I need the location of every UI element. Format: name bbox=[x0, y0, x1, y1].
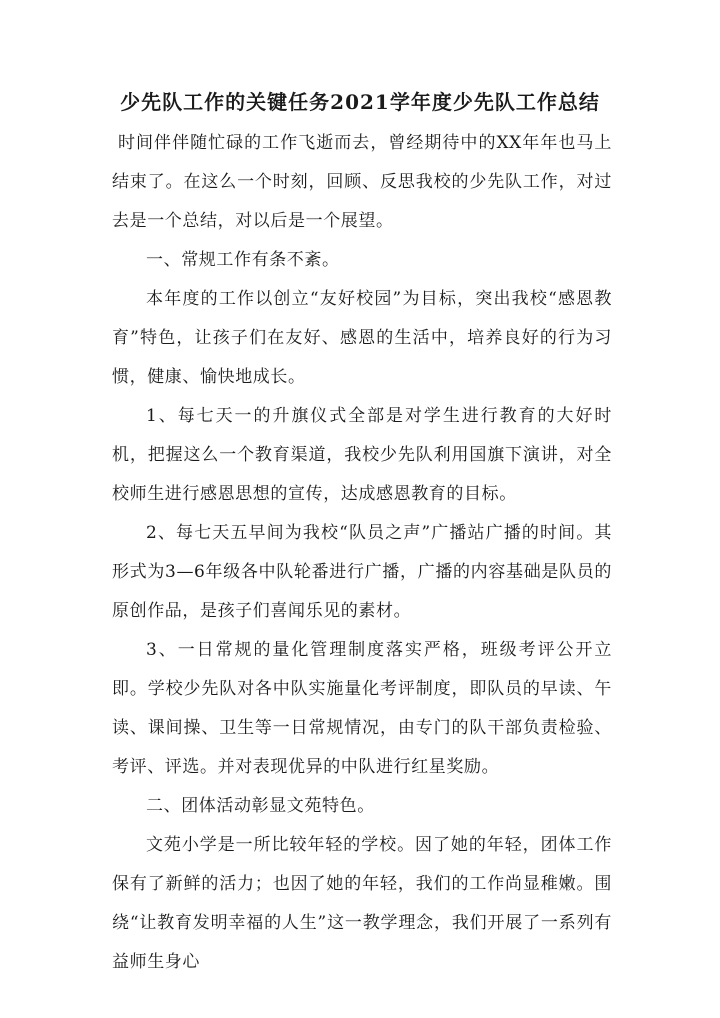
document-title: 少先队工作的关键任务2021学年度少先队工作总结 bbox=[120, 90, 600, 114]
paragraph-item-2: 2、每七天五早间为我校“队员之声”广播站广播的时间。其形式为3—6年级各中队轮番进行广播，广播的内容基础是队员的原创作品，是孩子们喜闻乐见的素材。 bbox=[112, 523, 612, 621]
paragraph-annual-goal: 本年度的工作以创立“友好校园”为目标，突出我校“感恩教育”特色，让孩子们在友好、感恩的生活中，培养良好的行为习惯，健康、愉快地成长。 bbox=[112, 289, 612, 387]
paragraph-school-intro: 文苑小学是一所比较年轻的学校。因了她的年轻，团体工作保有了新鲜的活力；也因了她的年轻，我们的工作尚显稚嫩。围绕“让教育发明幸福的人生”这一教学理念，我们开展了一系列有益师生身心 bbox=[112, 835, 612, 972]
paragraph-item-3: 3、一日常规的量化管理制度落实严格，班级考评公开立即。学校少先队对各中队实施量化考评制度，即队员的早读、午读、课间操、卫生等一日常规情况，由专门的队干部负责检验、考评、评选。并对表现优异的中队进行红星奖励。 bbox=[112, 640, 612, 777]
section-heading-routine-work: 一、常规工作有条不紊。 bbox=[146, 250, 340, 270]
paragraph-intro: 时间伴伴随忙碌的工作飞逝而去，曾经期待中的XX年年也马上结束了。在这么一个时刻，回顾、反思我校的少先队工作，对过去是一个总结，对以后是一个展望。 bbox=[112, 133, 612, 231]
document-body bbox=[112, 124, 612, 982]
section-heading-group-activities: 二、团体活动彰显文苑特色。 bbox=[146, 796, 375, 816]
paragraph-item-1: 1、每七天一的升旗仪式全部是对学生进行教育的大好时机，把握这么一个教育渠道，我校少先队利用国旗下演讲，对全校师生进行感恩思想的宣传，达成感恩教育的目标。 bbox=[112, 406, 612, 504]
